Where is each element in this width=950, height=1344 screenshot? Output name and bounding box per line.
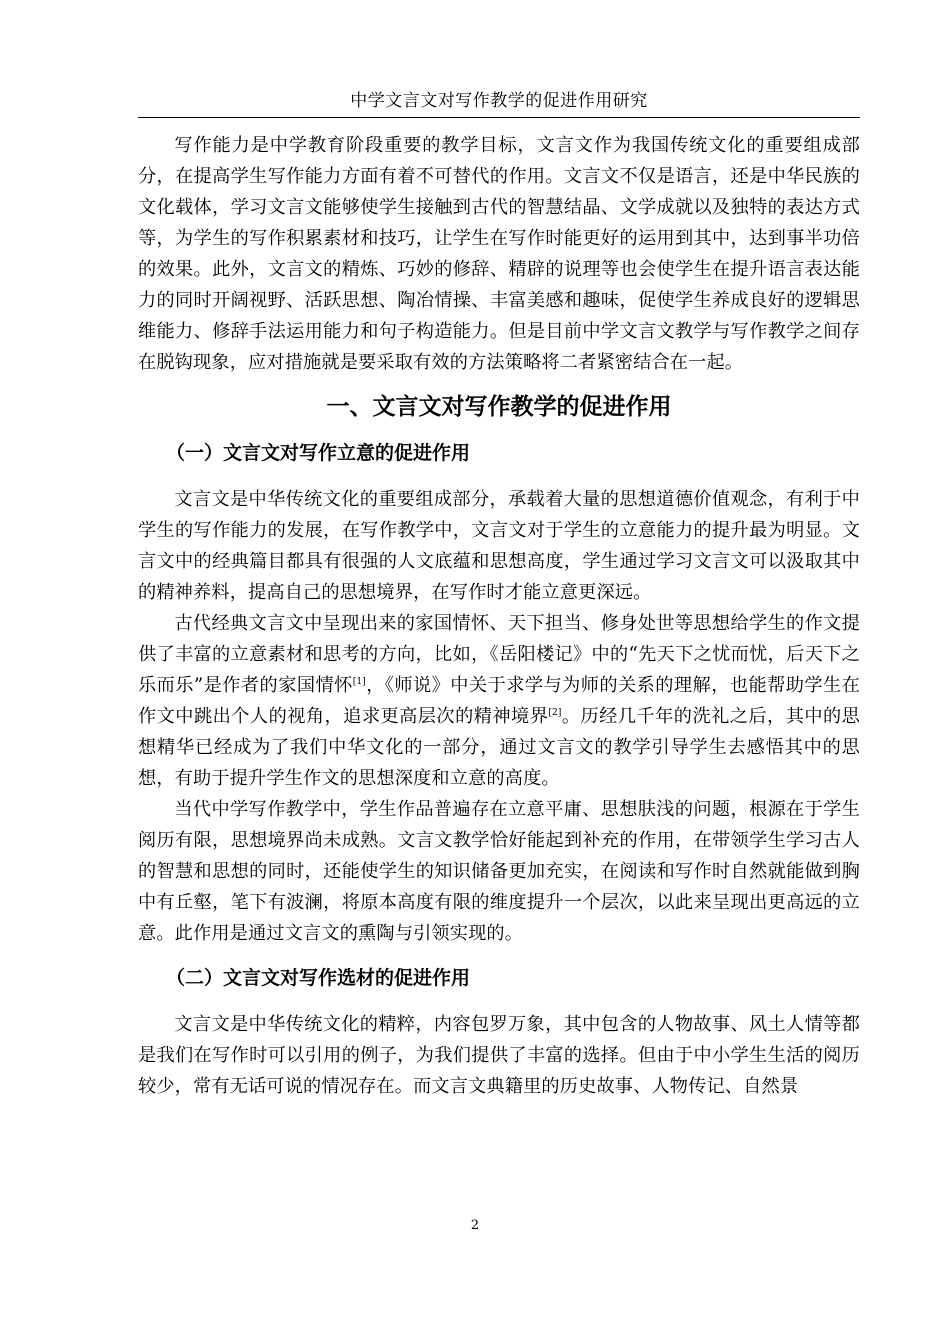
paragraph: 当代中学写作教学中，学生作品普遍存在立意平庸、思想肤浅的问题，根源在于学生阅历有限，思想境界尚未成熟。文言文教学恰好能起到补充的作用，在带领学生学习古人的智慧和思想的同时，还能使学生的知识储备更加充实，在阅读和写作时自然就能做到胸中有丘壑，笔下有波澜，将原本高度有限的维度提升一个层次，以此来呈现出更高远的立意。此作用是通过文言文的熏陶与引领实现的。	[138, 799, 860, 944]
intro-paragraph: 写作能力是中学教育阶段重要的教学目标，文言文作为我国传统文化的重要组成部分，在提高学生写作能力方面有着不可替代的作用。文言文不仅是语言，还是中华民族的文化载体，学习文言文能够使学生接触到古代的智慧结晶、文学成就以及独特的表达方式等，为学生的写作积累素材和技巧，让学生在写作时能更好的运用到其中，达到事半功倍的效果。此外，文言文的精炼、巧妙的修辞、精辟的说理等也会使学生在提升语言表达能力的同时开阔视野、活跃思想、陶冶情操、丰富美感和趣味，促使学生养成良好的逻辑思维能力、修辞手法运用能力和句子构造能力。但是目前中学文言文教学与写作教学之间存在脱钩现象，应对措施就是要采取有效的方法策略将二者紧密结合在一起。	[138, 135, 860, 373]
paragraph-text: 古代经典文言文中呈现出来的家国情怀、天下担当、修身处世等思想给学生的作文提供了丰富的立意素材和思考的方向，比如，《岳阳楼记》中的“先天下之忧而忧，后天下之乐而乐”是作者的家国情怀	[138, 613, 860, 696]
paragraph: 文言文是中华传统文化的重要组成部分，承载着大量的思想道德价值观念，有利于中学生的写作能力的发展，在写作教学中，文言文对于学生的立意能力的提升最为明显。文言文中的经典篇目都具有很强的人文底蕴和思想高度，学生通过学习文言文可以汲取其中的精神养料，提高自己的思想境界，在写作时才能立意更深远。	[138, 489, 860, 603]
paragraph-text: ，《师说》中关于求学与为师的关系的理解，也能帮助学生在作文中跳出个人的视角，追求更高层次的精神境界	[138, 675, 860, 727]
running-header: 中学文言文对写作教学的促进作用研究	[350, 91, 648, 111]
citation-ref: [2]	[548, 708, 562, 718]
page-number: 2	[470, 1218, 480, 1233]
citation-ref: [1]	[352, 677, 366, 687]
paragraph: 文言文是中华传统文化的精粹，内容包罗万象，其中包含的人物故事、风土人情等都是我们在写作时可以引用的例子，为我们提供了丰富的选择。但由于中小学生生活的阅历较少，常有无话可说的情况存在。而文言文典籍里的历史故事、人物传记、自然景	[138, 1014, 860, 1097]
paragraph-text: 。历经几千年的洗礼之后，其中的思想精华已经成为了我们中华文化的一部分，通过文言文的教学引导学生去感悟其中的思想，有助于提升学生作文的思想深度和立意的高度。	[138, 706, 860, 789]
document-body	[138, 130, 860, 1102]
paragraph-with-citations	[138, 608, 860, 794]
header-rule	[138, 117, 860, 118]
subsection-heading-2: （二）文言文对写作选材的促进作用	[166, 967, 471, 989]
section-heading: 一、文言文对写作教学的促进作用	[326, 394, 672, 420]
subsection-heading-1: （一）文言文对写作立意的促进作用	[166, 442, 471, 464]
